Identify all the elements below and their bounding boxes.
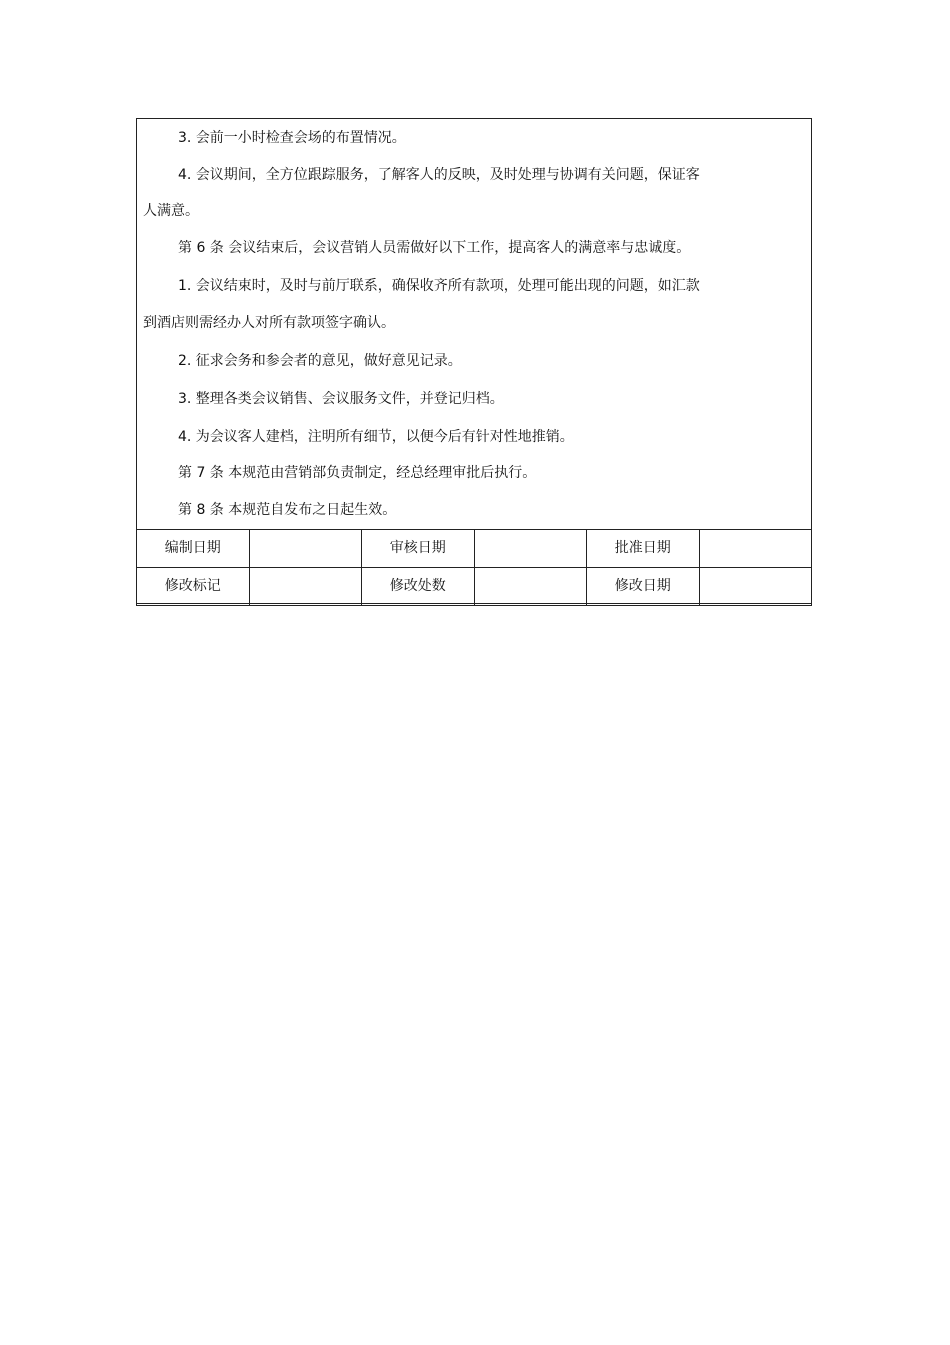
compile-date-value[interactable] <box>249 530 362 568</box>
article-7: 第 7 条 本规范由营销部负责制定，经总经理审批后执行。 <box>178 465 537 481</box>
review-date-label: 审核日期 <box>362 530 475 568</box>
paragraph-item-4: 4. 会议期间，全方位跟踪服务，了解客人的反映，及时处理与协调有关问题，保证客 <box>178 167 700 183</box>
table-row <box>137 530 812 568</box>
article-6-item-4: 4. 为会议客人建档，注明所有细节，以便今后有针对性地推销。 <box>178 429 574 445</box>
document-frame <box>136 118 812 604</box>
article-6-item-3: 3. 整理各类会议销售、会议服务文件，并登记归档。 <box>178 391 504 407</box>
approval-date-value[interactable] <box>699 530 812 568</box>
table-row <box>137 568 812 606</box>
revision-mark-value[interactable] <box>249 568 362 606</box>
article-6-item-2: 2. 征求会务和参会者的意见，做好意见记录。 <box>178 353 462 369</box>
article-6-item-1: 1. 会议结束时，及时与前厅联系，确保收齐所有款项，处理可能出现的问题，如汇款 <box>178 278 700 294</box>
revision-date-label: 修改日期 <box>587 568 700 606</box>
article-6-item-1-continued: 到酒店则需经办人对所有款项签字确认。 <box>143 315 395 331</box>
revision-date-value[interactable] <box>699 568 812 606</box>
paragraph-item-3: 3. 会前一小时检查会场的布置情况。 <box>178 130 406 146</box>
approval-date-label: 批准日期 <box>587 530 700 568</box>
article-6: 第 6 条 会议结束后，会议营销人员需做好以下工作，提高客人的满意率与忠诚度。 <box>178 240 691 256</box>
document-body <box>137 119 811 529</box>
approval-table <box>136 529 812 606</box>
review-date-value[interactable] <box>474 530 587 568</box>
article-8: 第 8 条 本规范自发布之日起生效。 <box>178 502 397 518</box>
paragraph-item-4-continued: 人满意。 <box>143 203 199 219</box>
compile-date-label: 编制日期 <box>137 530 250 568</box>
revision-mark-label: 修改标记 <box>137 568 250 606</box>
revision-count-value[interactable] <box>474 568 587 606</box>
revision-count-label: 修改处数 <box>362 568 475 606</box>
